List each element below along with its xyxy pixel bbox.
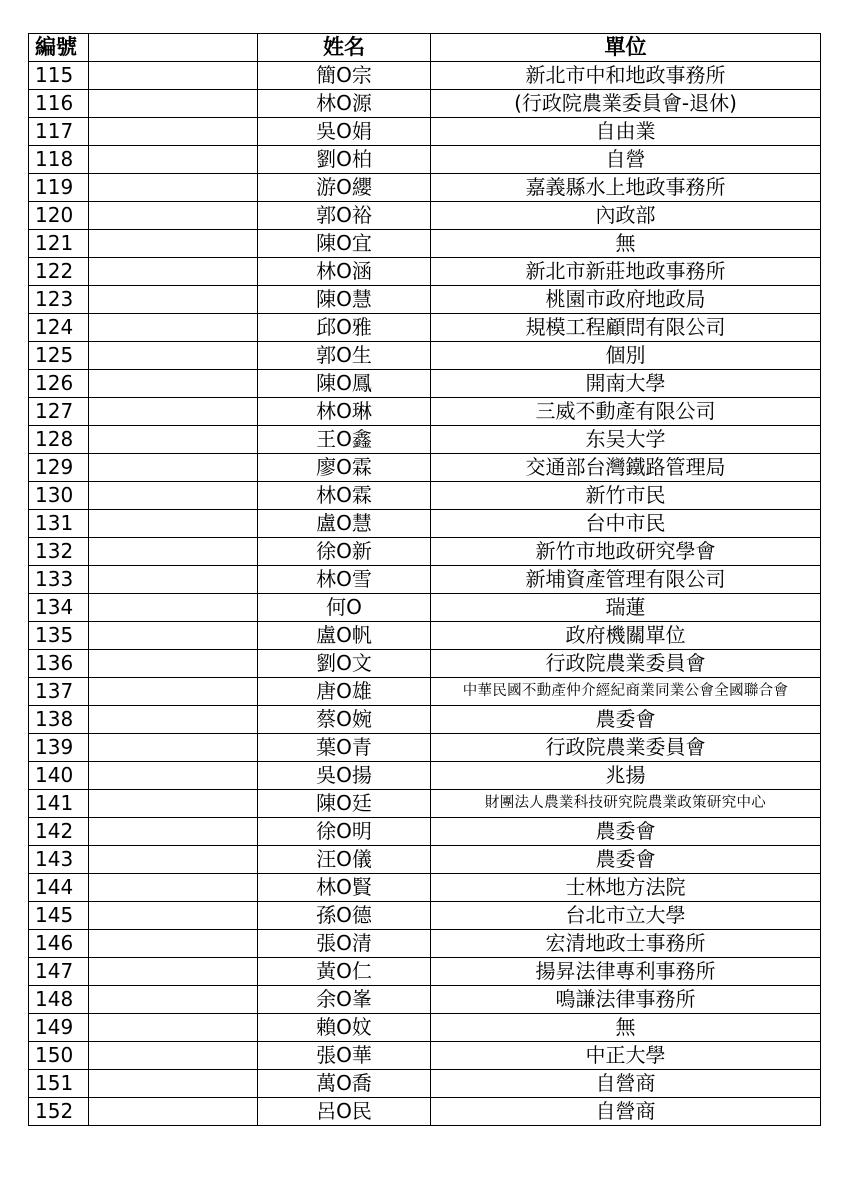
row-number: 144: [29, 874, 89, 902]
table-row: [29, 370, 821, 398]
row-blank: [89, 62, 258, 90]
table-row: [29, 678, 821, 706]
row-unit: 台北市立大學: [431, 902, 821, 930]
row-unit: 行政院農業委員會: [431, 650, 821, 678]
roster-table: [28, 33, 821, 1126]
row-number: 146: [29, 930, 89, 958]
row-unit: 開南大學: [431, 370, 821, 398]
row-unit: 自由業: [431, 118, 821, 146]
table-row: [29, 902, 821, 930]
row-number: 129: [29, 454, 89, 482]
table-row: [29, 1098, 821, 1126]
row-unit: 桃園市政府地政局: [431, 286, 821, 314]
row-blank: [89, 370, 258, 398]
row-number: 134: [29, 594, 89, 622]
table-row: [29, 314, 821, 342]
row-blank: [89, 678, 258, 706]
table-row: [29, 482, 821, 510]
row-blank: [89, 482, 258, 510]
row-name: 劉O文: [258, 650, 431, 678]
row-unit: 新埔資產管理有限公司: [431, 566, 821, 594]
row-blank: [89, 146, 258, 174]
row-unit: 中華民國不動產仲介經紀商業同業公會全國聯合會: [431, 678, 821, 706]
row-number: 147: [29, 958, 89, 986]
table-row: [29, 118, 821, 146]
header-row: [29, 34, 821, 62]
row-name: 郭O生: [258, 342, 431, 370]
row-unit: 無: [431, 1014, 821, 1042]
row-unit: 三威不動產有限公司: [431, 398, 821, 426]
table-row: [29, 286, 821, 314]
row-blank: [89, 818, 258, 846]
row-blank: [89, 398, 258, 426]
row-unit: 揚昇法律專利事務所: [431, 958, 821, 986]
table-row: [29, 62, 821, 90]
table-row: [29, 986, 821, 1014]
table-row: [29, 650, 821, 678]
row-name: 張O華: [258, 1042, 431, 1070]
row-blank: [89, 930, 258, 958]
row-blank: [89, 1098, 258, 1126]
table-row: [29, 818, 821, 846]
row-name: 盧O帆: [258, 622, 431, 650]
row-unit: 內政部: [431, 202, 821, 230]
row-name: 陳O宜: [258, 230, 431, 258]
row-unit: 士林地方法院: [431, 874, 821, 902]
row-number: 131: [29, 510, 89, 538]
row-number: 120: [29, 202, 89, 230]
row-unit: 东吴大学: [431, 426, 821, 454]
row-number: 137: [29, 678, 89, 706]
row-unit: 新北市新莊地政事務所: [431, 258, 821, 286]
row-unit: 宏清地政士事務所: [431, 930, 821, 958]
row-blank: [89, 762, 258, 790]
row-unit: 新竹市地政研究學會: [431, 538, 821, 566]
table-row: [29, 454, 821, 482]
row-unit: 新北市中和地政事務所: [431, 62, 821, 90]
row-unit: 嘉義縣水上地政事務所: [431, 174, 821, 202]
row-name: 黃O仁: [258, 958, 431, 986]
row-unit: 兆揚: [431, 762, 821, 790]
row-unit: 無: [431, 230, 821, 258]
row-name: 何O: [258, 594, 431, 622]
row-number: 151: [29, 1070, 89, 1098]
row-blank: [89, 986, 258, 1014]
row-number: 142: [29, 818, 89, 846]
table-row: [29, 622, 821, 650]
row-blank: [89, 202, 258, 230]
row-number: 122: [29, 258, 89, 286]
row-name: 郭O裕: [258, 202, 431, 230]
row-number: 117: [29, 118, 89, 146]
table-row: [29, 958, 821, 986]
table-row: [29, 846, 821, 874]
table-row: [29, 538, 821, 566]
row-unit: 交通部台灣鐵路管理局: [431, 454, 821, 482]
row-name: 唐O雄: [258, 678, 431, 706]
row-name: 陳O鳳: [258, 370, 431, 398]
row-unit: 個別: [431, 342, 821, 370]
row-unit: (行政院農業委員會-退休): [431, 90, 821, 118]
row-name: 林O琳: [258, 398, 431, 426]
row-name: 游O纓: [258, 174, 431, 202]
row-name: 林O雪: [258, 566, 431, 594]
row-name: 蔡O婉: [258, 706, 431, 734]
table-row: [29, 510, 821, 538]
row-number: 140: [29, 762, 89, 790]
row-unit: 台中市民: [431, 510, 821, 538]
row-name: 賴O妏: [258, 1014, 431, 1042]
row-number: 119: [29, 174, 89, 202]
row-blank: [89, 706, 258, 734]
row-name: 張O清: [258, 930, 431, 958]
header-blank: [89, 34, 258, 62]
row-unit: 行政院農業委員會: [431, 734, 821, 762]
table-row: [29, 342, 821, 370]
row-blank: [89, 342, 258, 370]
table-row: [29, 1070, 821, 1098]
row-number: 125: [29, 342, 89, 370]
row-blank: [89, 1014, 258, 1042]
row-number: 126: [29, 370, 89, 398]
table-row: [29, 706, 821, 734]
row-number: 115: [29, 62, 89, 90]
row-unit: 自營: [431, 146, 821, 174]
table-body: [29, 62, 821, 1126]
table-row: [29, 762, 821, 790]
row-number: 136: [29, 650, 89, 678]
row-number: 139: [29, 734, 89, 762]
table-header: [29, 34, 821, 62]
row-name: 林O霖: [258, 482, 431, 510]
row-number: 143: [29, 846, 89, 874]
row-name: 孫O德: [258, 902, 431, 930]
row-blank: [89, 286, 258, 314]
row-number: 145: [29, 902, 89, 930]
row-blank: [89, 426, 258, 454]
row-blank: [89, 90, 258, 118]
row-blank: [89, 1070, 258, 1098]
row-blank: [89, 958, 258, 986]
row-name: 汪O儀: [258, 846, 431, 874]
row-blank: [89, 902, 258, 930]
row-unit: 中正大學: [431, 1042, 821, 1070]
row-blank: [89, 622, 258, 650]
row-name: 劉O柏: [258, 146, 431, 174]
row-number: 123: [29, 286, 89, 314]
row-unit: 規模工程顧問有限公司: [431, 314, 821, 342]
row-unit: 新竹市民: [431, 482, 821, 510]
row-name: 邱O雅: [258, 314, 431, 342]
table-row: [29, 258, 821, 286]
table-row: [29, 202, 821, 230]
table-row: [29, 734, 821, 762]
row-name: 萬O喬: [258, 1070, 431, 1098]
row-number: 121: [29, 230, 89, 258]
row-blank: [89, 566, 258, 594]
row-blank: [89, 538, 258, 566]
table-row: [29, 174, 821, 202]
row-name: 簡O宗: [258, 62, 431, 90]
row-number: 133: [29, 566, 89, 594]
row-blank: [89, 510, 258, 538]
row-blank: [89, 650, 258, 678]
row-unit: 自營商: [431, 1098, 821, 1126]
row-blank: [89, 790, 258, 818]
row-number: 116: [29, 90, 89, 118]
row-name: 林O賢: [258, 874, 431, 902]
table-row: [29, 1042, 821, 1070]
row-name: 廖O霖: [258, 454, 431, 482]
row-name: 盧O慧: [258, 510, 431, 538]
row-name: 林O涵: [258, 258, 431, 286]
row-blank: [89, 846, 258, 874]
row-blank: [89, 1042, 258, 1070]
row-number: 127: [29, 398, 89, 426]
table-row: [29, 874, 821, 902]
table-row: [29, 930, 821, 958]
row-number: 130: [29, 482, 89, 510]
row-name: 吳O揚: [258, 762, 431, 790]
table-row: [29, 1014, 821, 1042]
table-row: [29, 146, 821, 174]
table-row: [29, 398, 821, 426]
header-name: 姓名: [258, 34, 431, 62]
row-unit: 財團法人農業科技研究院農業政策研究中心: [431, 790, 821, 818]
row-blank: [89, 230, 258, 258]
row-name: 陳O廷: [258, 790, 431, 818]
table-row: [29, 426, 821, 454]
row-blank: [89, 258, 258, 286]
row-unit: 農委會: [431, 846, 821, 874]
row-name: 余O峯: [258, 986, 431, 1014]
row-unit: 瑞蓮: [431, 594, 821, 622]
row-unit: 農委會: [431, 706, 821, 734]
row-name: 陳O慧: [258, 286, 431, 314]
row-blank: [89, 174, 258, 202]
row-name: 葉O青: [258, 734, 431, 762]
row-name: 徐O明: [258, 818, 431, 846]
table-row: [29, 566, 821, 594]
table-row: [29, 790, 821, 818]
header-number: 編號: [29, 34, 89, 62]
row-number: 138: [29, 706, 89, 734]
row-number: 128: [29, 426, 89, 454]
row-blank: [89, 454, 258, 482]
row-blank: [89, 594, 258, 622]
table-row: [29, 594, 821, 622]
row-name: 林O源: [258, 90, 431, 118]
table-row: [29, 230, 821, 258]
header-unit: 單位: [431, 34, 821, 62]
row-blank: [89, 314, 258, 342]
row-number: 150: [29, 1042, 89, 1070]
row-unit: 自營商: [431, 1070, 821, 1098]
row-name: 徐O新: [258, 538, 431, 566]
row-number: 118: [29, 146, 89, 174]
row-number: 152: [29, 1098, 89, 1126]
row-blank: [89, 734, 258, 762]
row-blank: [89, 118, 258, 146]
row-unit: 政府機關單位: [431, 622, 821, 650]
row-number: 149: [29, 1014, 89, 1042]
row-unit: 農委會: [431, 818, 821, 846]
row-unit: 鳴謙法律事務所: [431, 986, 821, 1014]
row-number: 141: [29, 790, 89, 818]
row-name: 呂O民: [258, 1098, 431, 1126]
row-number: 124: [29, 314, 89, 342]
row-blank: [89, 874, 258, 902]
row-number: 135: [29, 622, 89, 650]
row-number: 148: [29, 986, 89, 1014]
row-name: 王O鑫: [258, 426, 431, 454]
table-row: [29, 90, 821, 118]
row-number: 132: [29, 538, 89, 566]
row-name: 吳O娟: [258, 118, 431, 146]
